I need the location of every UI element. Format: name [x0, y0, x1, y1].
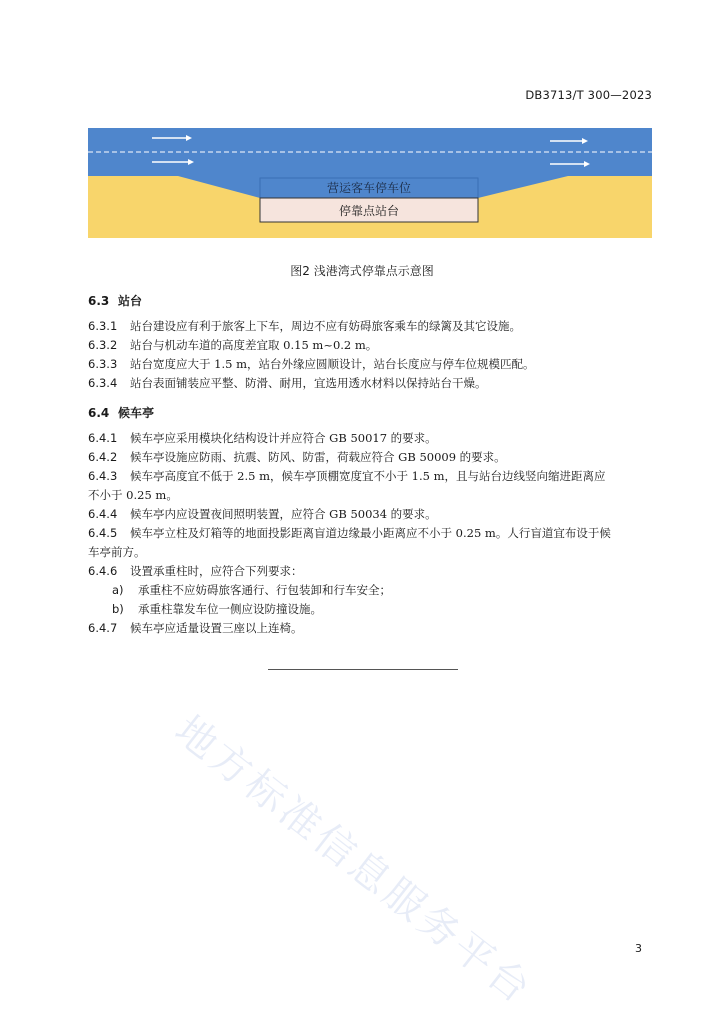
clause [88, 467, 656, 487]
clause-text: 候车亭应采用模块化结构设计并应符合 GB 50017 的要求。 [130, 431, 437, 445]
clause-number: 6.4.7 [88, 621, 118, 635]
bay-stop-diagram [88, 126, 652, 238]
list-item-text: 承重柱靠发车位一侧应设防撞设施。 [138, 602, 322, 616]
section-title: 站台 [118, 294, 143, 308]
clause-text: 站台建设应有利于旅客上下车，周边不应有妨碍旅客乘车的绿篱及其它设施。 [130, 319, 521, 333]
stop-platform-label: 停靠点站台 [338, 204, 400, 218]
clause-text: 候车亭内应设置夜间照明装置，应符合 GB 50034 的要求。 [130, 507, 437, 521]
watermark: 地方标准信息服务平台 [166, 707, 542, 1015]
list-marker: a) [112, 583, 124, 597]
clause [88, 374, 656, 394]
clause-text: 候车亭应适量设置三座以上连椅。 [130, 621, 303, 635]
clause-number: 6.3.2 [88, 338, 118, 352]
list-item [112, 581, 652, 601]
list-item-text: 承重柱不应妨碍旅客通行、行包装卸和行车安全； [138, 583, 391, 597]
section-title: 候车亭 [118, 406, 155, 420]
clause-number: 6.4.6 [88, 564, 118, 578]
section-heading [88, 404, 154, 421]
clause-continuation [88, 486, 656, 506]
clause-text: 候车亭设施应防雨、抗震、防风、防雷，荷载应符合 GB 50009 的要求。 [130, 450, 506, 464]
clause [88, 619, 656, 639]
clause [88, 429, 656, 449]
clause-continuation [88, 543, 656, 563]
clause [88, 448, 656, 468]
clause-text: 不小于 0.25 m。 [88, 488, 178, 502]
page-number: 3 [635, 942, 642, 955]
clause-text: 候车亭高度宜不低于 2.5 m，候车亭顶棚宽度宜不小于 1.5 m，且与站台边线竖向缩进距离应 [130, 469, 606, 483]
clause [88, 336, 656, 356]
bus-bay-label: 营运客车停车位 [326, 181, 412, 195]
clause-text: 候车亭立柱及灯箱等的地面投影距离盲道边缘最小距离应不小于 0.25 m。人行盲道宜布设于候 [130, 526, 611, 540]
section-number: 6.3 [88, 294, 110, 308]
list-marker: b) [112, 602, 124, 616]
clause-text: 站台表面铺装应平整、防滑、耐用，宜选用透水材料以保持站台干燥。 [130, 376, 487, 390]
clause [88, 505, 656, 525]
section-heading [88, 292, 142, 309]
clause-text: 车亭前方。 [88, 545, 146, 559]
clause-text: 站台与机动车道的高度差宜取 0.15 m~0.2 m。 [130, 338, 378, 352]
clause [88, 317, 656, 337]
clause-number: 6.4.5 [88, 526, 118, 540]
clause-number: 6.3.1 [88, 319, 118, 333]
figure-caption: 图2 浅港湾式停靠点示意图 [290, 264, 434, 278]
clause [88, 524, 656, 544]
end-of-section-rule [268, 669, 458, 670]
doc-code: DB3713/T 300—2023 [525, 88, 652, 102]
bay-stop-svg [88, 126, 652, 238]
clause [88, 562, 656, 582]
clause-text: 设置承重柱时，应符合下列要求： [130, 564, 303, 578]
clause-number: 6.4.4 [88, 507, 118, 521]
clause-text: 站台宽度应大于 1.5 m，站台外缘应圆顺设计，站台长度应与停车位规模匹配。 [130, 357, 535, 371]
clause-number: 6.3.3 [88, 357, 118, 371]
clause [88, 355, 656, 375]
list-item [112, 600, 652, 620]
clause-number: 6.3.4 [88, 376, 118, 390]
section-number: 6.4 [88, 406, 110, 420]
clause-number: 6.4.2 [88, 450, 118, 464]
clause-number: 6.4.3 [88, 469, 118, 483]
clause-number: 6.4.1 [88, 431, 118, 445]
